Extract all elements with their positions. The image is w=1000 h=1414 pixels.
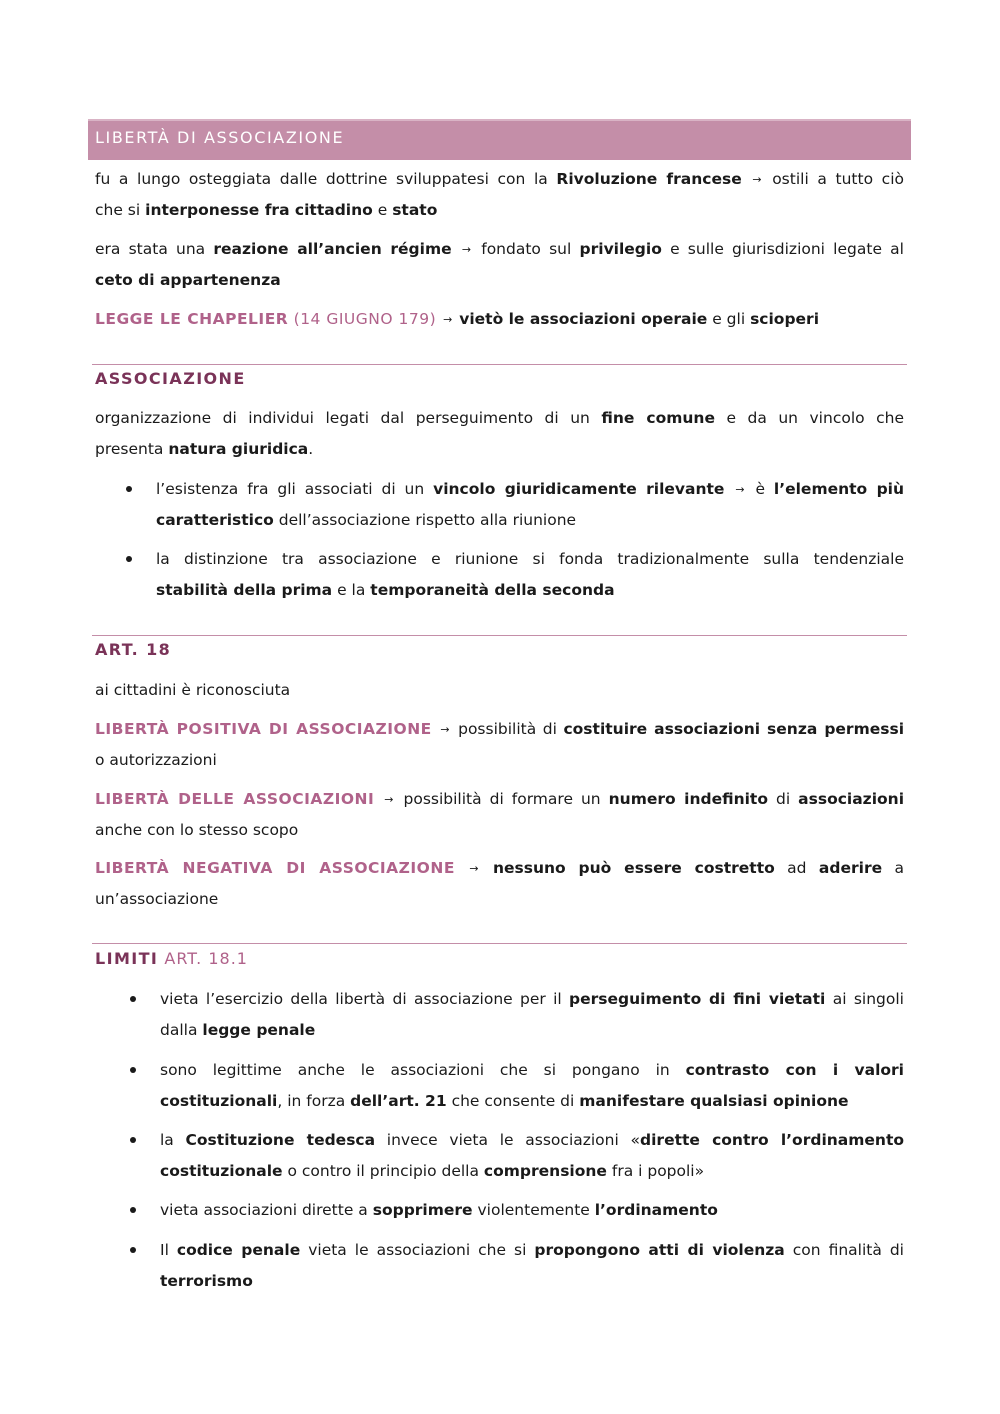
bold-text: legge penale xyxy=(202,1020,316,1039)
text-span: vieta l’esercizio della libertà di associazione per il xyxy=(160,990,570,1008)
bold-text: vincolo giuridicamente rilevante xyxy=(433,480,725,498)
banner-title: LIBERTÀ DI ASSOCIAZIONE xyxy=(95,128,345,147)
text-span: la distinzione tra associazione e riunione si fonda tradizionalmente sulla tendenziale xyxy=(156,550,904,568)
bullet-icon xyxy=(126,486,132,492)
text-span: con finalità di xyxy=(784,1241,904,1259)
bullet-icon xyxy=(130,1207,136,1213)
text-line xyxy=(160,1195,904,1226)
bold-text: stato xyxy=(392,200,438,219)
bold-text: sopprimere xyxy=(372,1201,473,1219)
text-line xyxy=(160,1156,904,1187)
text-span: dalla xyxy=(160,1020,203,1039)
text-span: fondato sul xyxy=(473,240,580,258)
text-span: ostili a tutto ciò xyxy=(763,170,904,188)
text-span: o autorizzazioni xyxy=(95,750,217,769)
heading-limiti xyxy=(95,949,248,968)
text-span: possibilità di xyxy=(451,720,564,738)
text-span: LIBERTÀ NEGATIVA DI ASSOCIAZIONE xyxy=(95,859,455,877)
bold-text: l’elemento più xyxy=(773,480,905,498)
list-item xyxy=(160,1125,904,1186)
text-line xyxy=(95,853,904,884)
text-line xyxy=(95,304,904,335)
bold-text: privilegio xyxy=(579,240,662,258)
text-span: dell’associazione rispetto alla riunione xyxy=(273,510,577,529)
intro-paragraph-1 xyxy=(95,164,904,225)
text-span: Il xyxy=(160,1241,177,1259)
bullet-icon xyxy=(130,1137,136,1143)
text-span: fu a lungo osteggiata dalle dottrine sviluppatesi con la xyxy=(95,170,557,188)
bold-text: Rivoluzione francese xyxy=(556,170,742,188)
bold-text: vietò le associazioni operaie xyxy=(459,310,708,328)
art18-item-negative xyxy=(95,853,904,914)
text-span: anche con lo stesso scopo xyxy=(95,820,299,839)
text-span: vieta associazioni dirette a xyxy=(160,1201,373,1219)
text-span: , in forza xyxy=(277,1091,351,1110)
text-span: a xyxy=(882,859,905,877)
bold-text: costituire associazioni senza permessi xyxy=(563,720,905,738)
bold-text: nessuno può essere costretto xyxy=(492,859,775,877)
bold-text: manifestare qualsiasi opinione xyxy=(579,1091,849,1110)
text-span: e la xyxy=(332,580,371,599)
text-line xyxy=(95,434,904,465)
bullet-icon xyxy=(130,1067,136,1073)
text-span: un’associazione xyxy=(95,889,219,908)
text-span: era stata una xyxy=(95,240,214,258)
arrow-icon: → xyxy=(443,313,453,326)
text-line xyxy=(156,544,904,575)
text-line xyxy=(95,164,904,195)
list-item xyxy=(160,984,904,1045)
list-item xyxy=(160,1235,904,1296)
text-line xyxy=(160,1015,904,1046)
bold-text: ceto di appartenenza xyxy=(95,270,281,289)
bullet-icon xyxy=(130,996,136,1002)
text-line xyxy=(95,403,904,434)
text-line xyxy=(160,1235,904,1266)
text-span: o contro il principio della xyxy=(282,1161,484,1180)
text-line xyxy=(160,1055,904,1086)
text-span: fra i popoli» xyxy=(606,1161,705,1180)
bold-text: interponesse fra cittadino xyxy=(145,200,373,219)
text-line xyxy=(160,1266,904,1297)
text-span: violentemente xyxy=(472,1201,595,1219)
text-line xyxy=(95,234,904,265)
bold-text: associazioni xyxy=(798,790,905,808)
text-line xyxy=(156,575,904,606)
text-line xyxy=(95,195,904,226)
text-span: e sulle giurisdizioni legate al xyxy=(661,240,904,258)
text-span: l’esistenza fra gli associati di un xyxy=(156,480,434,498)
bold-text: reazione all’ancien régime xyxy=(213,240,452,258)
section-banner xyxy=(88,119,911,160)
text-line xyxy=(156,505,904,536)
bold-text: temporaneità della seconda xyxy=(370,580,615,599)
text-span: organizzazione di individui legati dal perseguimento di un xyxy=(95,409,602,427)
bold-text: perseguimento di fini vietati xyxy=(569,990,826,1008)
text-span: di xyxy=(768,790,799,808)
bold-text: fine comune xyxy=(601,409,715,427)
bold-text: terrorismo xyxy=(160,1271,253,1290)
text-span: LIMITI xyxy=(95,949,159,968)
text-span: ai cittadini è riconosciuta xyxy=(95,681,291,699)
text-line xyxy=(95,265,904,296)
text-span: presenta xyxy=(95,439,169,458)
heading-associazione: ASSOCIAZIONE xyxy=(95,369,246,388)
bold-text: caratteristico xyxy=(156,510,274,529)
text-span: e da un vincolo che xyxy=(714,409,904,427)
art18-item-associazioni xyxy=(95,784,904,845)
bold-text: propongono atti di violenza xyxy=(534,1241,785,1259)
text-line xyxy=(160,984,904,1015)
associazione-definition xyxy=(95,403,904,464)
bold-text: codice penale xyxy=(176,1241,301,1259)
limiti-ref: ART. 18.1 xyxy=(158,949,248,968)
bold-text: aderire xyxy=(818,859,883,877)
text-span: possibilità di formare un xyxy=(395,790,609,808)
art18-intro xyxy=(95,675,904,706)
text-span: la xyxy=(160,1131,186,1149)
section-divider xyxy=(92,364,907,365)
text-line xyxy=(160,1125,904,1156)
text-span: . xyxy=(308,439,314,458)
text-span: che si xyxy=(95,200,146,219)
text-span: che consente di xyxy=(446,1091,580,1110)
art18-item-positive xyxy=(95,714,904,775)
text-span: LIBERTÀ DELLE ASSOCIAZIONI xyxy=(95,790,375,808)
intro-paragraph-3 xyxy=(95,304,904,335)
heading-art18: ART. 18 xyxy=(95,640,172,659)
list-item xyxy=(156,474,904,535)
arrow-icon: → xyxy=(752,173,762,186)
law-date: (14 GIUGNO 179) xyxy=(288,310,437,328)
arrow-icon: → xyxy=(384,793,394,806)
bold-text: costituzionale xyxy=(160,1161,283,1180)
text-span: LIBERTÀ POSITIVA DI ASSOCIAZIONE xyxy=(95,720,432,738)
bold-text: scioperi xyxy=(750,310,820,328)
text-span: e xyxy=(372,200,393,219)
bold-text: stabilità della prima xyxy=(156,580,333,599)
bold-text: contrasto con i valori xyxy=(685,1061,904,1079)
bullet-icon xyxy=(130,1247,136,1253)
text-span: ad xyxy=(774,859,819,877)
law-label: LEGGE LE CHAPELIER xyxy=(95,310,289,328)
bold-text: dirette contro l’ordinamento xyxy=(640,1131,905,1149)
arrow-icon: → xyxy=(735,483,745,496)
arrow-icon: → xyxy=(440,723,450,736)
bold-text: numero indefinito xyxy=(608,790,768,808)
bullet-icon xyxy=(126,556,132,562)
bold-text: comprensione xyxy=(483,1161,607,1180)
list-item xyxy=(160,1195,904,1226)
arrow-icon: → xyxy=(461,243,472,256)
text-span: sono legittime anche le associazioni che si pongano in xyxy=(160,1061,686,1079)
arrow-icon: → xyxy=(469,862,479,875)
text-span: e gli xyxy=(707,310,751,328)
text-line xyxy=(156,474,904,505)
bold-text: l’ordinamento xyxy=(594,1201,718,1219)
bold-text: Costituzione tedesca xyxy=(185,1131,376,1149)
text-line xyxy=(95,784,904,815)
text-span: invece vieta le associazioni « xyxy=(375,1131,641,1149)
section-divider xyxy=(92,943,907,944)
section-divider xyxy=(92,635,907,636)
bold-text: natura giuridica xyxy=(168,439,309,458)
text-line xyxy=(95,714,904,745)
bold-text: costituzionali xyxy=(160,1091,278,1110)
bold-text: dell’art. 21 xyxy=(350,1091,447,1110)
text-span: vieta le associazioni che si xyxy=(300,1241,535,1259)
text-span: è xyxy=(746,480,774,498)
list-item xyxy=(160,1055,904,1116)
list-item xyxy=(156,544,904,605)
intro-paragraph-2 xyxy=(95,234,904,295)
text-line xyxy=(160,1086,904,1117)
text-span: ai singoli xyxy=(825,990,904,1008)
